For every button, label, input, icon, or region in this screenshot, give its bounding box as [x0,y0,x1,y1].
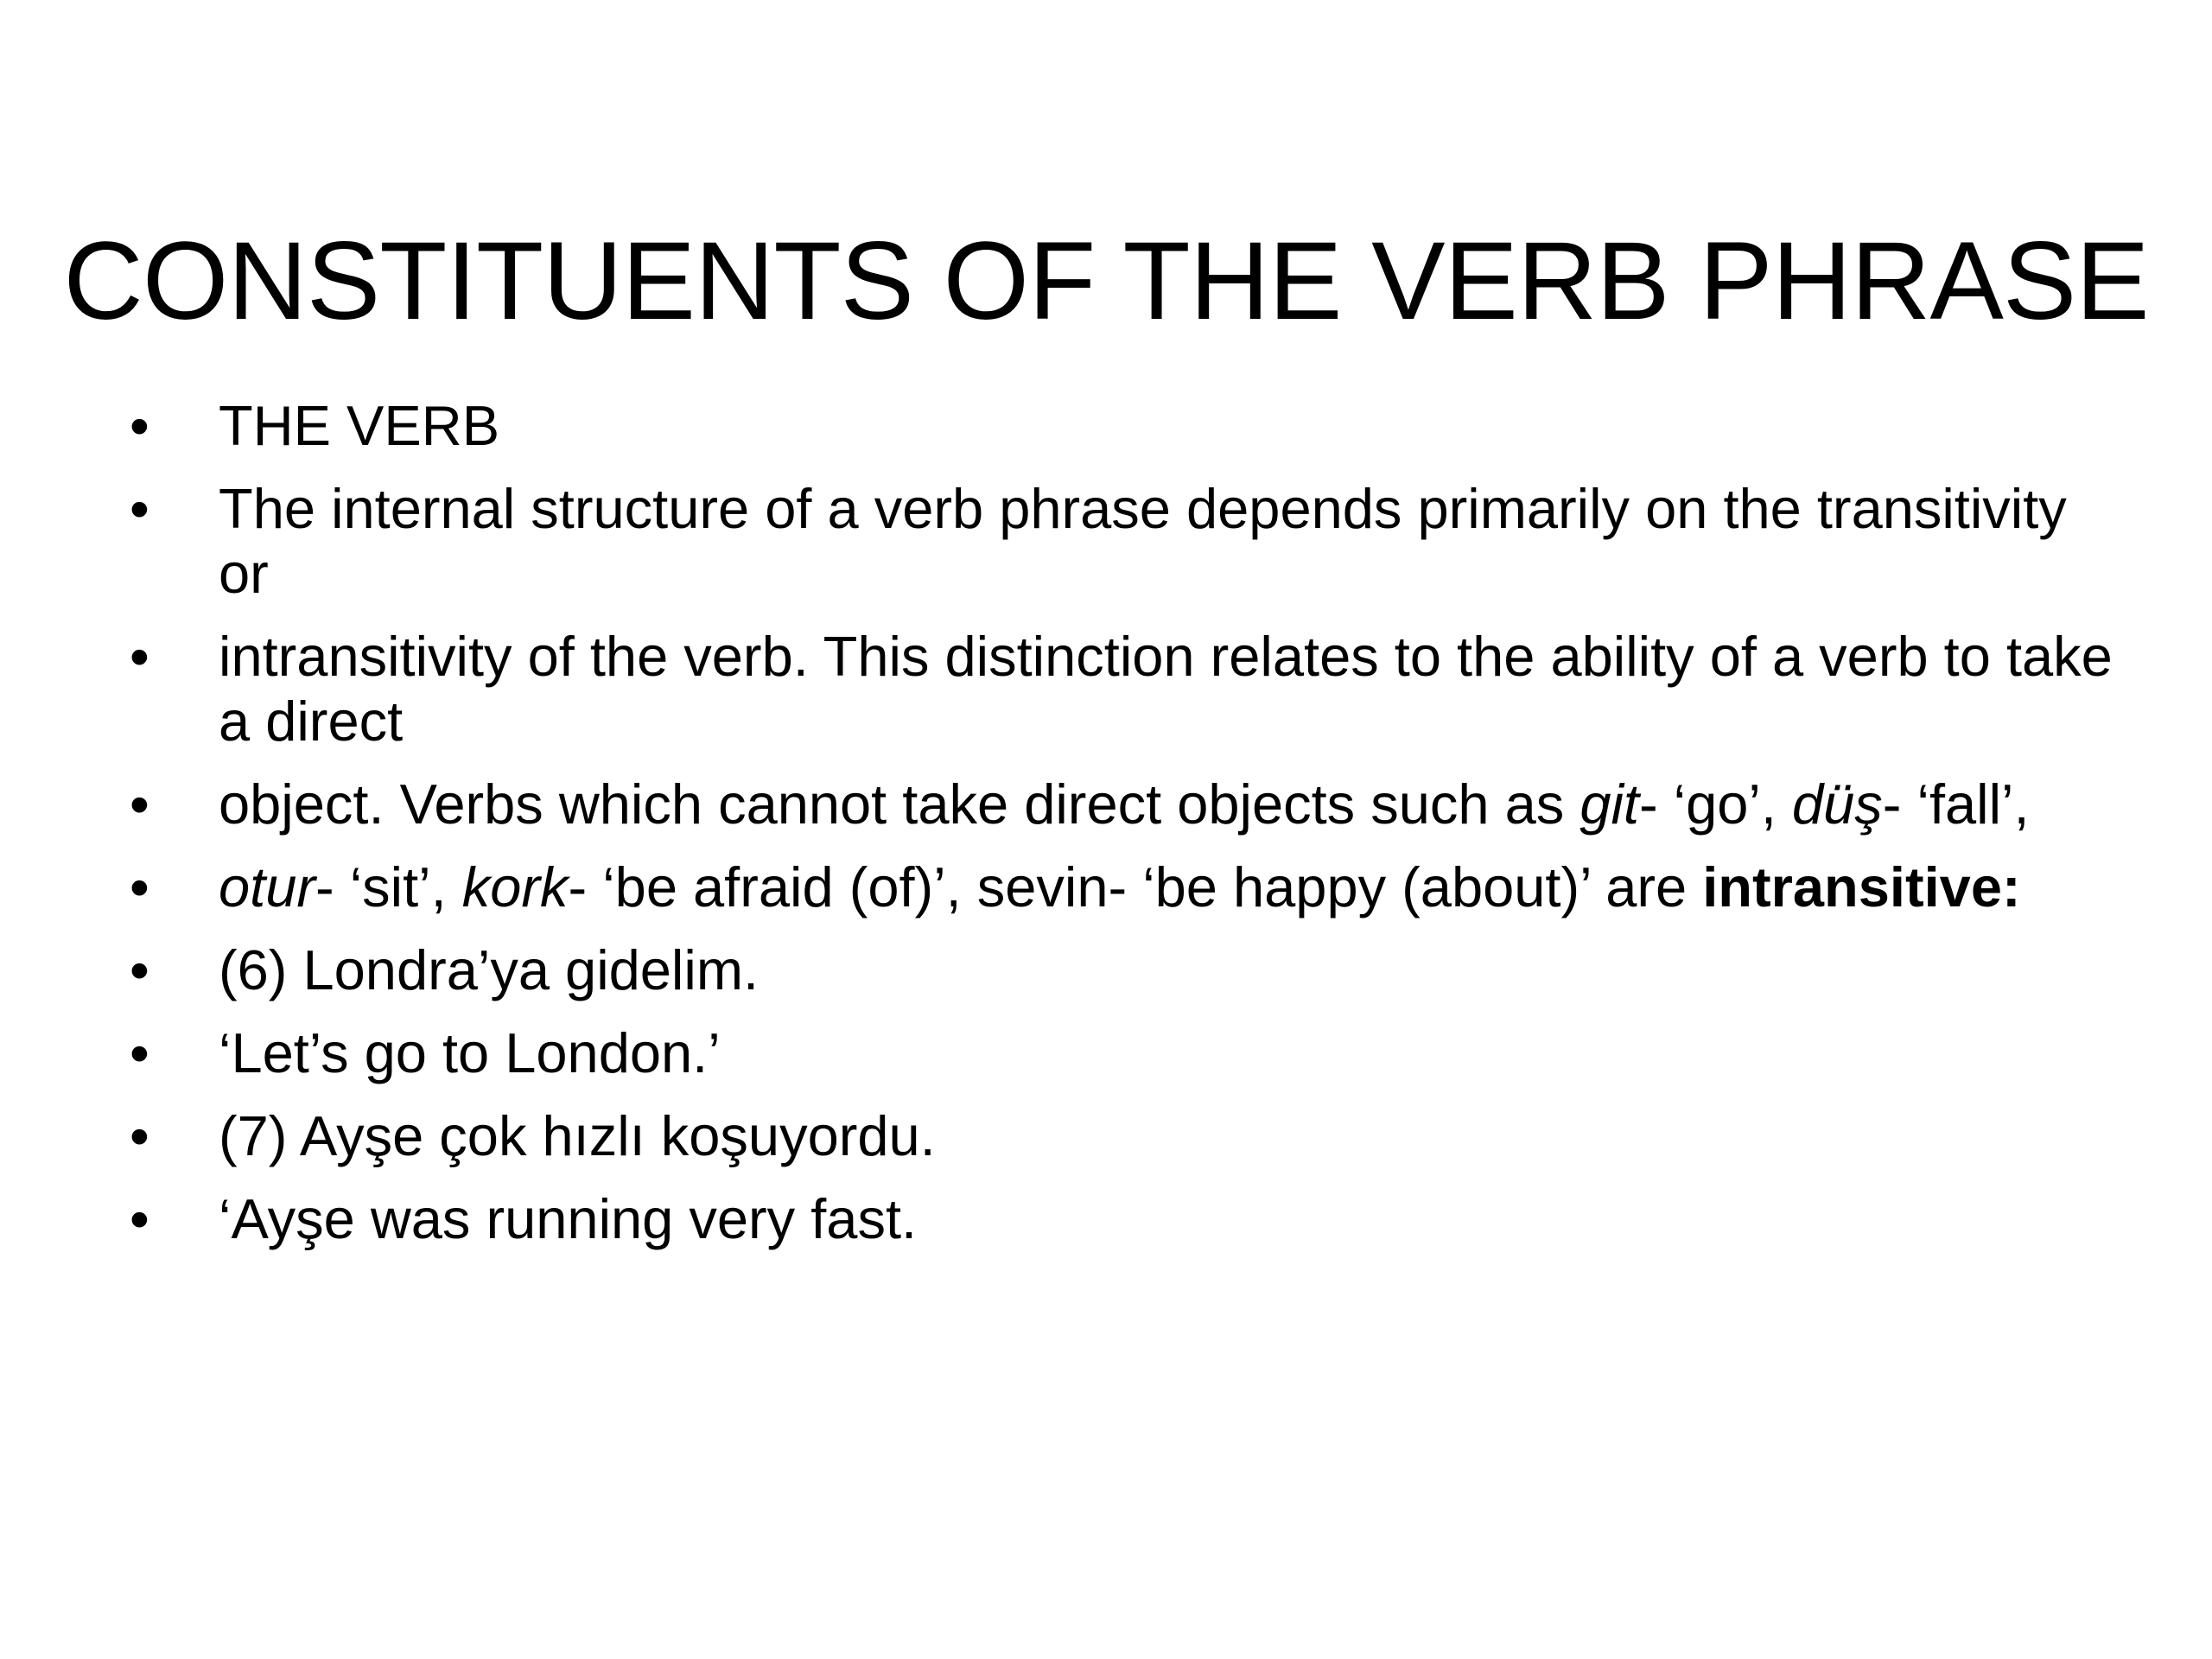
bullet-item [130,476,2117,606]
slide-title: CONSTITUENTS OF THE VERB PHRASE [63,219,2149,343]
bullet-item [130,1186,2117,1251]
bullet-text-segment: - ‘be afraid (of)’, sevin- ‘be happy (about)’ are [568,855,1703,918]
bullet-text-segment: ‘Let’s go to London.’ [219,1021,721,1084]
bullet-text-segment: intransitive: [1702,855,2021,918]
bullet-list [130,393,2117,1269]
bullet-text-segment: (7) Ayşe çok hızlı koşuyordu. [219,1104,936,1167]
bullet-text-segment: (6) Londra’ya gidelim. [219,938,760,1001]
bullet-dot-icon: • [130,855,149,918]
bullet-dot-icon: • [130,772,149,836]
bullet-item [130,624,2117,753]
bullet-item [130,938,2117,1002]
bullet-text-segment: ‘Ayşe was running very fast. [219,1187,918,1250]
bullet-dot-icon: • [130,938,149,1001]
bullet-dot-icon: • [130,394,149,457]
bullet-text-segment: intransitivity of the verb. This distinction relates to the ability of a verb to take a direct [219,625,2113,753]
bullet-text-segment: object. Verbs which cannot take direct objects such as [219,772,1580,836]
bullet-item [130,855,2117,919]
bullet-text-segment: - ‘go’, [1638,772,1792,836]
bullet-text-segment: otur [219,855,316,918]
bullet-dot-icon: • [130,1021,149,1084]
bullet-dot-icon: • [130,625,149,688]
bullet-dot-icon: • [130,1187,149,1250]
bullet-item [130,1020,2117,1085]
bullet-item [130,772,2117,836]
bullet-item [130,393,2117,458]
bullet-text-segment: düş [1791,772,1883,836]
bullet-dot-icon: • [130,1104,149,1167]
bullet-text-segment: THE VERB [219,394,500,457]
bullet-text-segment: - ‘sit’, [315,855,462,918]
bullet-text-segment: git [1580,772,1639,836]
bullet-text-segment: kork [461,855,569,918]
bullet-dot-icon: • [130,477,149,540]
bullet-text-segment: - ‘fall’, [1882,772,2030,836]
bullet-item [130,1103,2117,1168]
bullet-text-segment: The internal structure of a verb phrase depends primarily on the transitivity or [219,477,2067,605]
